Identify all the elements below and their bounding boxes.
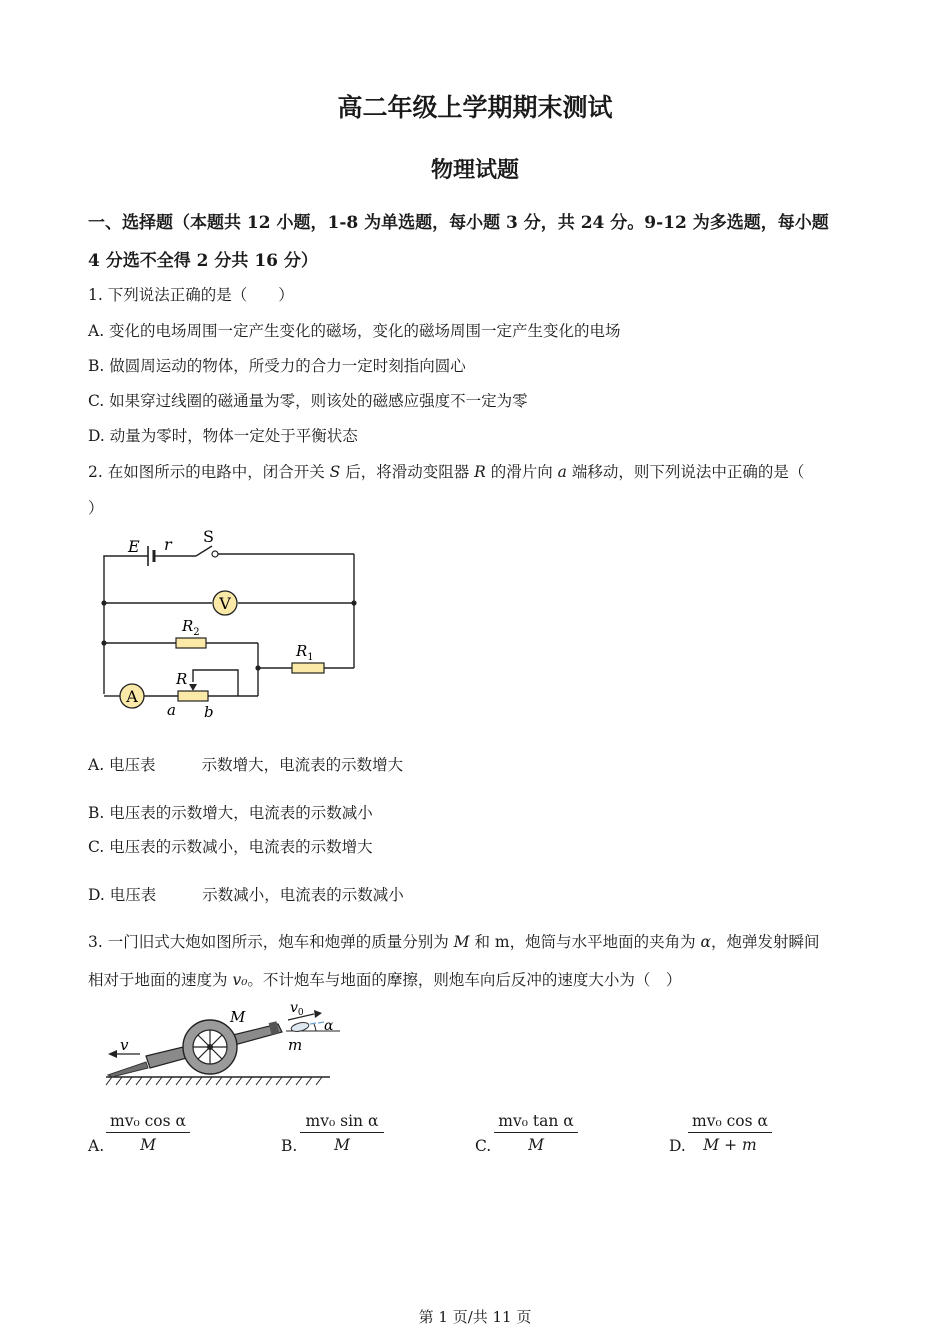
label-r1: $R_1$ xyxy=(296,642,314,663)
label-s: S xyxy=(203,527,214,546)
q3-option-b-numerator: mv₀ sin α xyxy=(300,1112,384,1133)
circuit-diagram xyxy=(92,524,372,724)
label-big-m: M xyxy=(230,1008,246,1026)
label-v: v xyxy=(120,1036,129,1054)
label-v0: $v_0$ xyxy=(290,1000,304,1018)
q2-stem: 2. 在如图所示的电路中，闭合开关 S 后，将滑动变阻器 R 的滑片向 a 端移动，则下列说法中正确的是（ xyxy=(88,463,805,481)
q3-option-a-formula xyxy=(106,1112,190,1154)
q3-option-d-denominator: M + m xyxy=(703,1136,757,1154)
q1-option-c: C. 如果穿过线圈的磁通量为零，则该处的磁感应强度不一定为零 xyxy=(88,392,528,410)
ammeter-label: A xyxy=(126,687,138,706)
label-b: b xyxy=(204,703,214,721)
cannon-trail xyxy=(108,1062,148,1077)
q3-option-c-label: C. xyxy=(475,1137,492,1155)
label-r2: $R_2$ xyxy=(182,617,200,638)
label-a: a xyxy=(167,701,176,719)
section-heading-line1: 一、选择题（本题共 12 小题，1-8 为单选题，每小题 3 分，共 24 分。9-12 为多选题，每小题 xyxy=(88,213,829,233)
slider-arrow-icon xyxy=(189,684,197,691)
label-r: R xyxy=(176,670,188,688)
switch-terminal xyxy=(212,551,218,557)
q1-option-a: A. 变化的电场周围一定产生变化的磁场，变化的磁场周围一定产生变化的电场 xyxy=(88,322,621,340)
page-footer: 第 1 页/共 11 页 xyxy=(418,1308,532,1326)
q3-option-b-label: B. xyxy=(281,1137,298,1155)
q2-stem-close: ） xyxy=(88,499,104,517)
q3-option-a-denominator: M xyxy=(140,1136,156,1154)
exam-title: 高二年级上学期期末测试 xyxy=(337,93,613,122)
recoil-arrow-icon xyxy=(108,1050,117,1058)
resistor-r2 xyxy=(176,638,206,648)
q3-stem-line1: 3. 一门旧式大炮如图所示，炮车和炮弹的质量分别为 M 和 m，炮筒与水平地面的夹角为 α，炮弹发射瞬间 xyxy=(88,933,820,951)
v0-arrow-icon xyxy=(314,1010,322,1018)
label-e: E xyxy=(128,537,140,556)
label-small-m: m xyxy=(288,1036,303,1054)
q3-option-c-denominator: M xyxy=(528,1136,544,1154)
section-heading-line2: 4 分选不全得 2 分共 16 分） xyxy=(88,251,318,271)
q2-option-b: B. 电压表的示数增大，电流表的示数减小 xyxy=(88,804,373,822)
q3-option-c-formula xyxy=(494,1112,578,1154)
resistor-r1 xyxy=(292,663,324,673)
q3-stem-line2: 相对于地面的速度为 v₀。不计炮车与地面的摩擦，则炮车向后反冲的速度大小为（ ） xyxy=(88,971,682,989)
q3-option-d-numerator: mv₀ cos α xyxy=(688,1112,772,1133)
label-r-internal: r xyxy=(164,535,172,554)
q3-option-a-numerator: mv₀ cos α xyxy=(106,1112,190,1133)
q3-option-d-formula xyxy=(688,1112,772,1154)
label-alpha: α xyxy=(324,1018,334,1034)
q3-option-a-label: A. xyxy=(88,1137,105,1155)
q3-option-b-denominator: M xyxy=(334,1136,350,1154)
q3-option-d-label: D. xyxy=(669,1137,686,1155)
q2-option-d: D. 电压表 示数减小，电流表的示数减小 xyxy=(88,886,404,904)
q3-option-b-formula xyxy=(300,1112,384,1154)
cannon-figure xyxy=(102,998,342,1090)
q2-option-c: C. 电压表的示数减小，电流表的示数增大 xyxy=(88,838,373,856)
q2-option-a: A. 电压表 示数增大，电流表的示数增大 xyxy=(88,756,404,774)
q1-option-d: D. 动量为零时，物体一定处于平衡状态 xyxy=(88,427,358,445)
q3-option-c-numerator: mv₀ tan α xyxy=(494,1112,578,1133)
exam-subtitle: 物理试题 xyxy=(430,157,519,183)
q1-stem: 1. 下列说法正确的是（ ） xyxy=(88,286,294,304)
rheostat-r xyxy=(178,691,208,701)
q1-option-b: B. 做圆周运动的物体，所受力的合力一定时刻指向圆心 xyxy=(88,357,466,375)
voltmeter-label: V xyxy=(219,594,231,613)
